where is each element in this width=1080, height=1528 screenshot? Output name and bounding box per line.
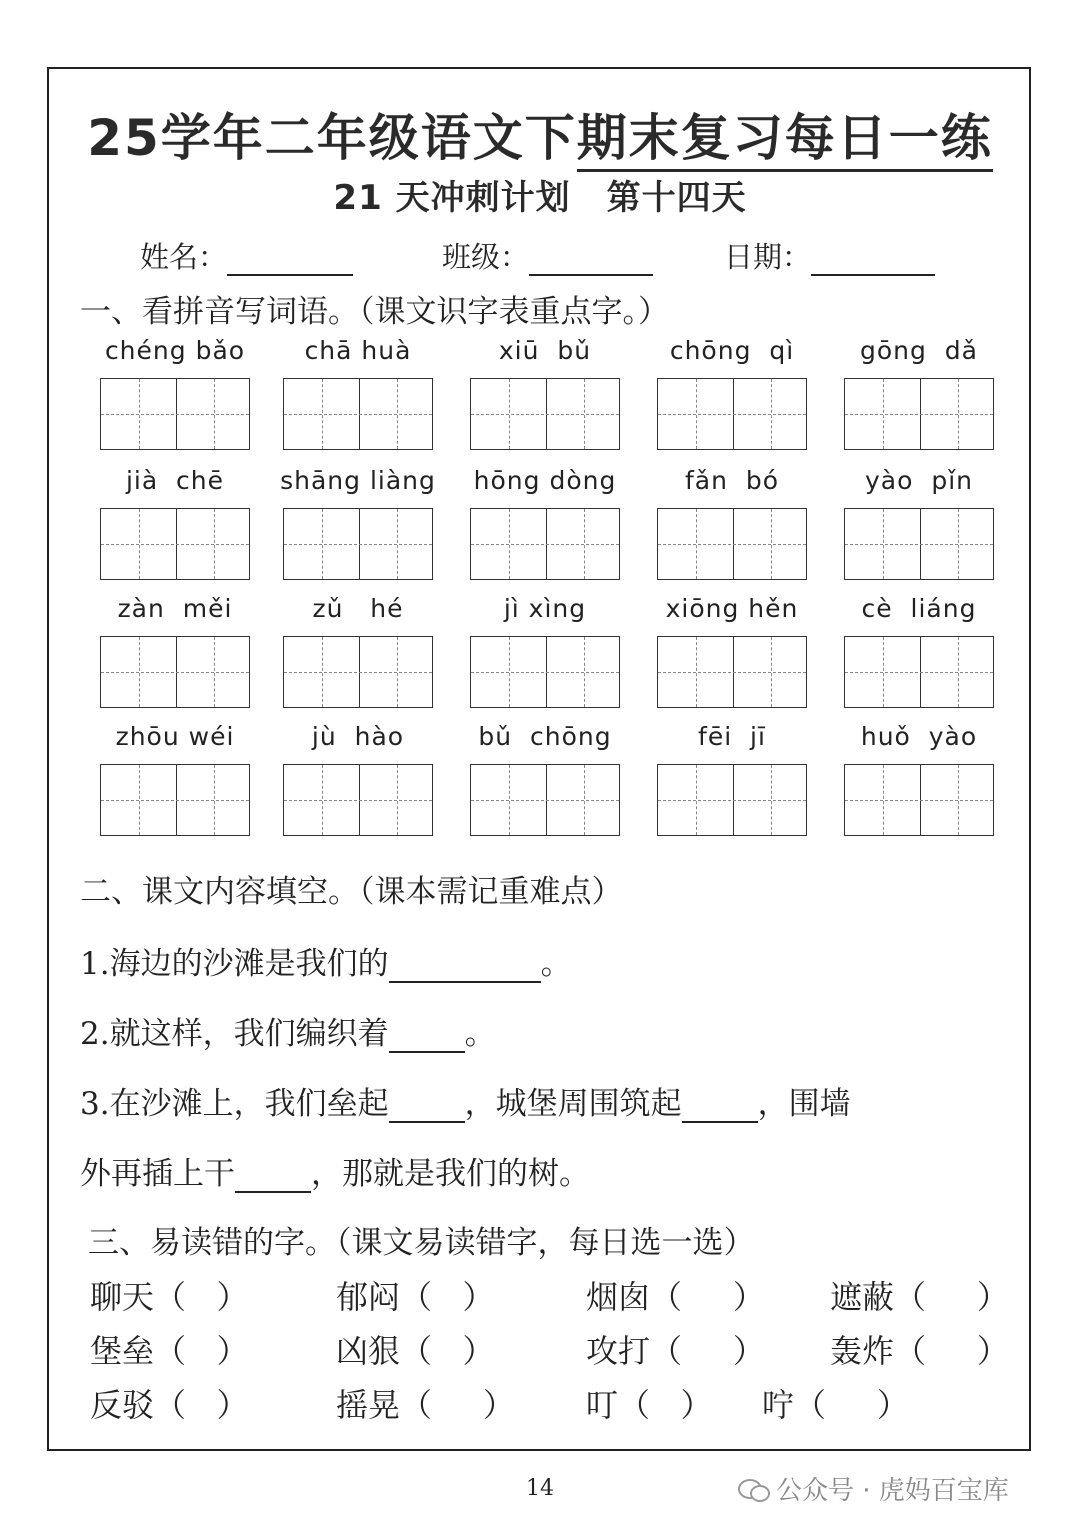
blank-5[interactable] <box>235 1161 311 1193</box>
writing-box[interactable] <box>470 378 620 450</box>
word-choice[interactable]: 咛（ ） <box>762 1386 909 1424</box>
word-choice[interactable]: 烟囱（ ） <box>586 1278 765 1316</box>
subtitle <box>0 170 1080 219</box>
section2-heading: 二、课文内容填空。（课本需记重难点） <box>80 874 623 910</box>
word-choice[interactable]: 凶狠（ ） <box>336 1332 495 1370</box>
page-number: 14 <box>526 1476 554 1501</box>
pinyin-label: zàn měi <box>117 594 233 623</box>
pinyin-label: jù hào <box>311 722 405 751</box>
word-choice[interactable]: 攻打（ ） <box>586 1332 765 1370</box>
date-label: 日期： <box>724 240 812 274</box>
blank-4[interactable] <box>682 1091 758 1123</box>
section1-heading: 一、看拼音写词语。（课文识字表重点字。） <box>80 294 669 330</box>
blank-3[interactable] <box>389 1091 465 1123</box>
writing-box[interactable] <box>470 508 620 580</box>
pinyin-label: shāng liàng <box>280 466 436 495</box>
writing-box[interactable] <box>283 508 433 580</box>
pinyin-label: hōng dòng <box>473 466 617 495</box>
name-label: 姓名： <box>140 240 228 274</box>
pinyin-label: bǔ chōng <box>478 722 612 751</box>
writing-box[interactable] <box>470 636 620 708</box>
pinyin-label: chā huà <box>304 336 412 365</box>
subtitle-plan: 21 天冲刺计划 <box>333 178 571 218</box>
word-choice[interactable]: 轰炸（ ） <box>830 1332 1009 1370</box>
writing-box[interactable] <box>100 378 250 450</box>
word-choice[interactable]: 摇晃（ ） <box>336 1386 515 1424</box>
word-choice[interactable]: 遮蔽（ ） <box>830 1278 1009 1316</box>
word-choice[interactable]: 聊天（ ） <box>90 1278 249 1316</box>
writing-box[interactable] <box>470 764 620 836</box>
fill-question-2: 2.就这样，我们编织着 。 <box>80 1016 496 1052</box>
pinyin-label: jì xìng <box>503 594 587 623</box>
title-main: 25学年二年级语文下 <box>87 109 577 167</box>
section3-heading: 三、易读错的字。（课文易读错字，每日选一选） <box>88 1225 755 1261</box>
pinyin-label: fēi jī <box>698 722 766 751</box>
fill-question-3: 3.在沙滩上，我们垒起 ，城堡周围筑起 ，围墙 <box>80 1086 851 1122</box>
pinyin-label: yào pǐn <box>865 466 973 495</box>
pinyin-label: gōng dǎ <box>860 336 978 365</box>
writing-box[interactable] <box>657 636 807 708</box>
writing-box[interactable] <box>657 764 807 836</box>
writing-box[interactable] <box>283 636 433 708</box>
pinyin-label: zhōu wéi <box>115 722 235 751</box>
writing-box[interactable] <box>657 508 807 580</box>
word-choice[interactable]: 堡垒（ ） <box>90 1332 249 1370</box>
pinyin-label: fǎn bó <box>684 466 780 495</box>
class-field[interactable] <box>442 235 653 276</box>
writing-box[interactable] <box>100 636 250 708</box>
pinyin-label: chéng bǎo <box>104 336 246 365</box>
blank-1[interactable] <box>389 951 541 983</box>
class-label: 班级： <box>442 240 530 274</box>
pinyin-label: chōng qì <box>669 336 795 365</box>
writing-box[interactable] <box>844 378 994 450</box>
date-field[interactable] <box>724 235 935 276</box>
writing-box[interactable] <box>844 508 994 580</box>
blank-2[interactable] <box>389 1021 465 1053</box>
pinyin-label: zǔ hé <box>312 594 404 623</box>
pinyin-label: cè liáng <box>861 594 977 623</box>
title-underlined: 期末复习每日一练 <box>577 109 993 172</box>
wechat-icon <box>738 1477 768 1501</box>
writing-box[interactable] <box>657 378 807 450</box>
writing-box[interactable] <box>844 764 994 836</box>
pinyin-label: xiū bǔ <box>498 336 592 365</box>
pinyin-label: huǒ yào <box>860 722 978 751</box>
writing-box[interactable] <box>283 378 433 450</box>
page-title <box>0 98 1080 170</box>
watermark: 公众号 · 虎妈百宝库 <box>738 1470 1009 1507</box>
pinyin-label: jià chē <box>125 466 225 495</box>
word-choice[interactable]: 反驳（ ） <box>90 1386 249 1424</box>
name-field[interactable] <box>140 235 353 276</box>
pinyin-label: xiōng hěn <box>665 594 799 623</box>
writing-box[interactable] <box>100 764 250 836</box>
fill-question-1: 1.海边的沙滩是我们的 。 <box>80 946 572 982</box>
word-choice[interactable]: 郁闷（ ） <box>336 1278 495 1316</box>
writing-box[interactable] <box>100 508 250 580</box>
word-choice[interactable]: 叮（ ） <box>586 1386 713 1424</box>
writing-box[interactable] <box>283 764 433 836</box>
fill-question-3-cont: 外再插上干 ，那就是我们的树。 <box>80 1156 590 1192</box>
writing-box[interactable] <box>844 636 994 708</box>
subtitle-day: 第十四天 <box>606 178 747 218</box>
